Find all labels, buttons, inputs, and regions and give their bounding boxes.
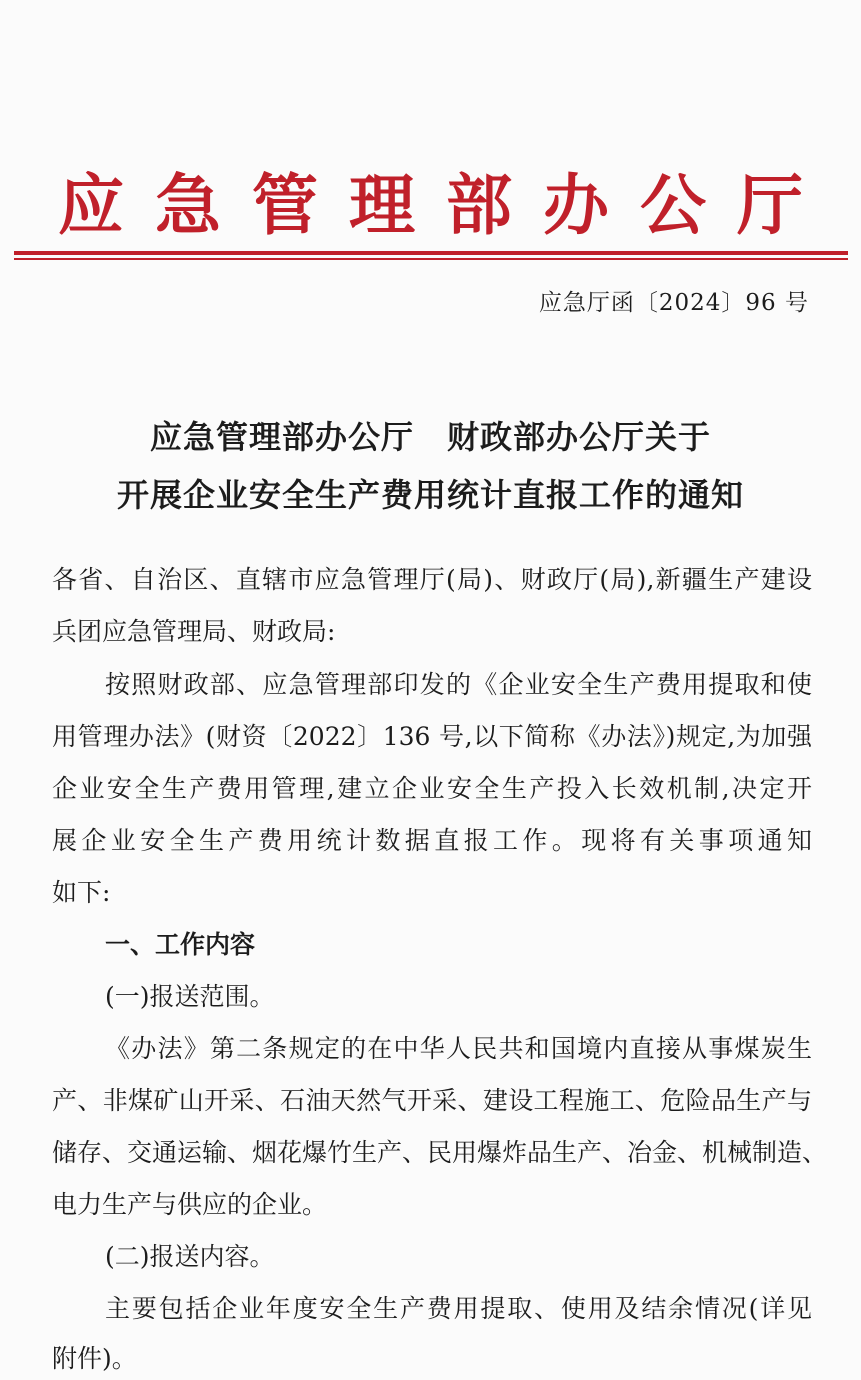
intro-line-3: 企业安全生产费用管理,建立企业安全生产投入长效机制,决定开 <box>52 774 812 803</box>
header-rule-thin <box>14 258 848 260</box>
scope-text-line-2: 产、非煤矿山开采、石油天然气开采、建设工程施工、危险品生产与 <box>52 1086 812 1115</box>
intro-line-2: 用管理办法》(财资〔2022〕136 号,以下简称《办法》)规定,为加强 <box>52 722 812 751</box>
notice-title-line-2: 开展企业安全生产费用统计直报工作的通知 <box>116 476 744 514</box>
masthead-title: 应急管理部办公厅 <box>58 166 834 244</box>
intro-line-5: 如下: <box>52 878 111 907</box>
scope-text-line-1: 《办法》第二条规定的在中华人民共和国境内直接从事煤炭生 <box>105 1034 812 1063</box>
section-heading-work-content: 一、工作内容 <box>105 930 256 959</box>
content-text-line-1: 主要包括企业年度安全生产费用提取、使用及结余情况(详见 <box>105 1294 812 1323</box>
addressee-line-2: 兵团应急管理局、财政局: <box>52 617 336 646</box>
document-number: 应急厅函〔2024〕96 号 <box>538 290 809 316</box>
header-rule-thick <box>14 251 848 255</box>
scope-text-line-3: 储存、交通运输、烟花爆竹生产、民用爆炸品生产、冶金、机械制造、 <box>52 1138 828 1167</box>
notice-title-line-1: 应急管理部办公厅 财政部办公厅关于 <box>149 418 711 456</box>
intro-line-4: 展企业安全生产费用统计数据直报工作。现将有关事项通知 <box>52 826 812 855</box>
content-text-line-2: 附件)。 <box>52 1344 137 1373</box>
intro-line-1: 按照财政部、应急管理部印发的《企业安全生产费用提取和使 <box>105 670 812 699</box>
subsection-heading-content: (二)报送内容。 <box>105 1242 275 1271</box>
subsection-heading-scope: (一)报送范围。 <box>105 982 275 1011</box>
scope-text-line-4: 电力生产与供应的企业。 <box>52 1190 328 1219</box>
addressee-line-1: 各省、自治区、直辖市应急管理厅(局)、财政厅(局),新疆生产建设 <box>52 565 812 594</box>
